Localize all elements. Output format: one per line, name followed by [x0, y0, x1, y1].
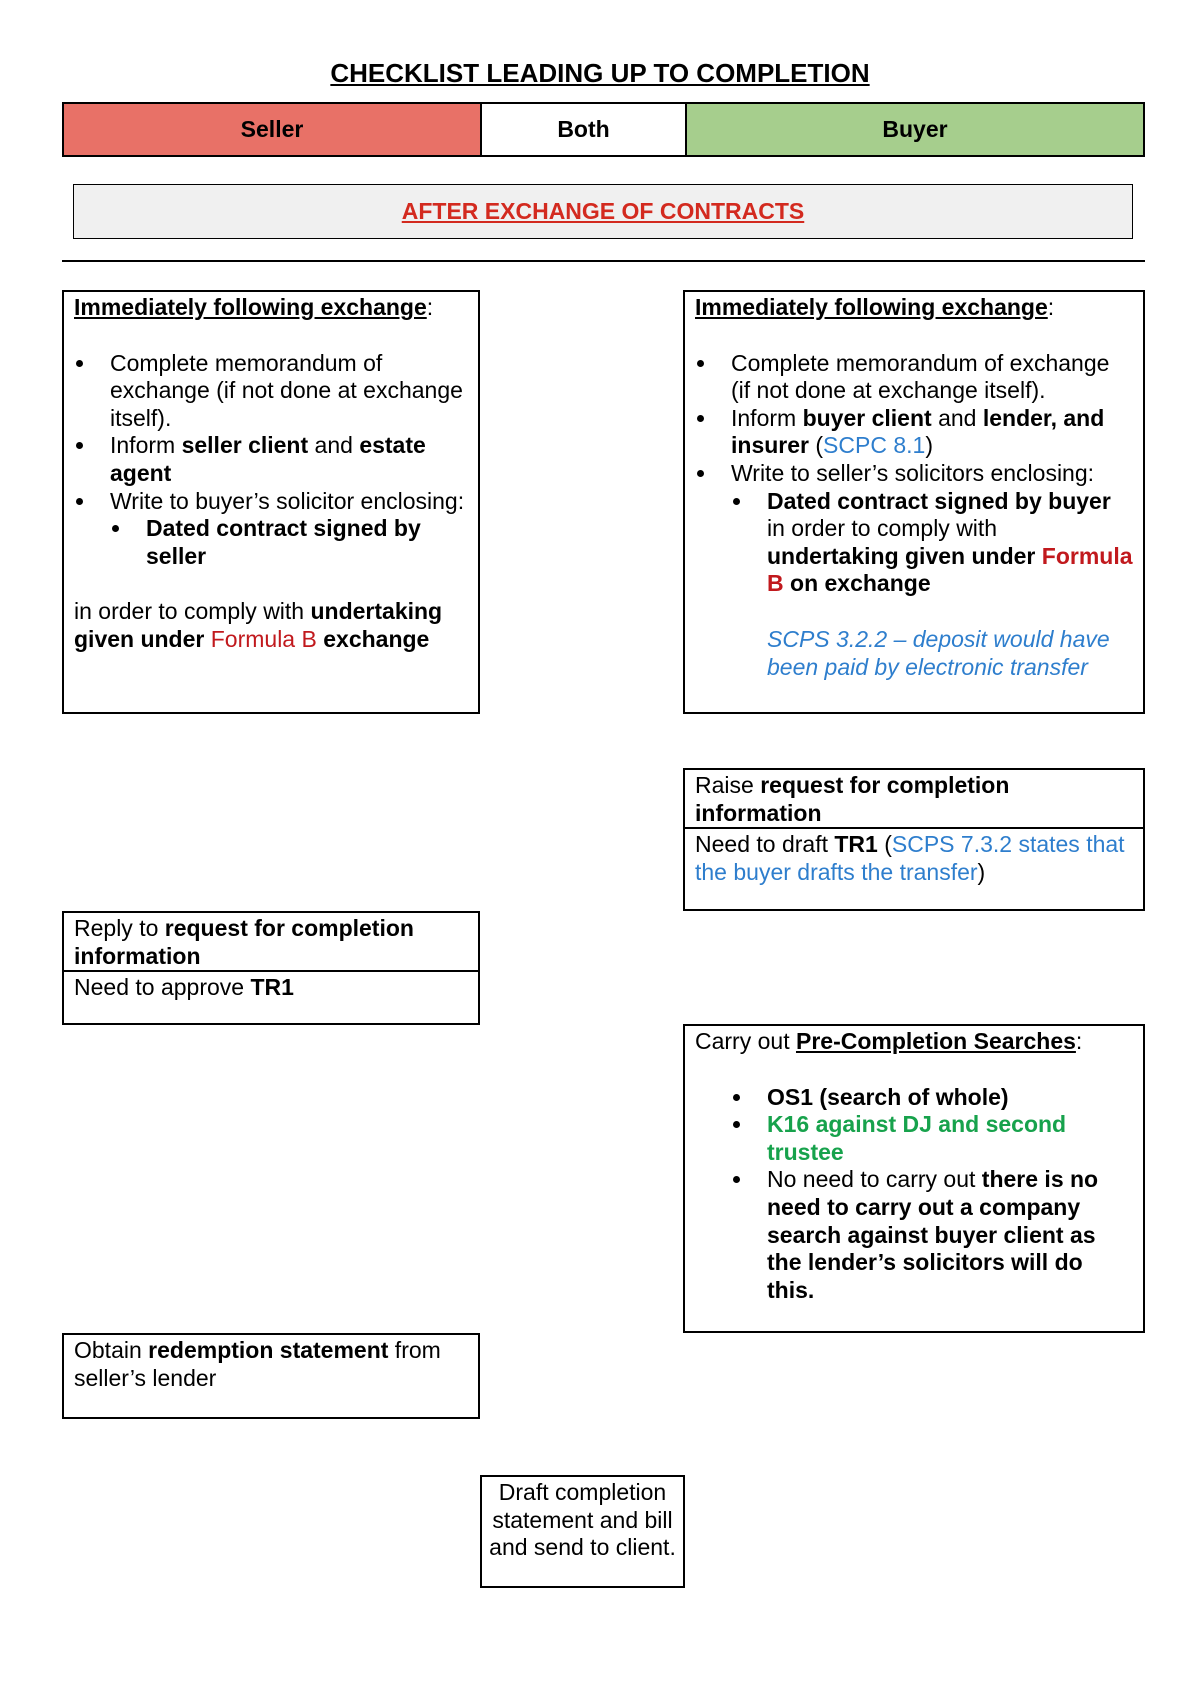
- page-title: CHECKLIST LEADING UP TO COMPLETION: [330, 58, 870, 88]
- seller-reply-bottom: [64, 972, 478, 1002]
- legend-both: Both: [482, 104, 687, 155]
- text-bold: on exchange: [783, 570, 931, 597]
- seller-exchange-list: [74, 350, 468, 571]
- list-item: Write to seller’s solicitors enclosing:: [695, 460, 1133, 488]
- text: ): [925, 432, 933, 459]
- text: Inform: [110, 432, 182, 459]
- redemption-box: [62, 1333, 480, 1419]
- text-bold: TR1: [250, 974, 294, 1001]
- text-bold: buyer client: [802, 404, 932, 431]
- buyer-request-box: [683, 768, 1145, 911]
- text-bold: request for completion information: [74, 915, 414, 969]
- seller-exchange-heading: Immediately following exchange: [74, 294, 427, 320]
- text-bold: redemption statement: [148, 1337, 389, 1363]
- text-bold: request for completion information: [695, 772, 1010, 826]
- list-item: Write to buyer’s solicitor enclosing:: [74, 488, 468, 516]
- divider: [62, 260, 1145, 262]
- seller-exchange-box: [62, 290, 480, 714]
- party-legend: [62, 102, 1145, 157]
- text: Reply to: [74, 915, 165, 941]
- buyer-exchange-sublist: [695, 488, 1133, 598]
- text-bold: OS1 (search of whole): [767, 1083, 1009, 1110]
- text-bold: undertaking given under: [767, 542, 1042, 569]
- searches-heading: Pre-Completion Searches: [795, 1028, 1076, 1054]
- text: Need to draft: [695, 831, 835, 858]
- buyer-exchange-box: [683, 290, 1145, 714]
- nested-list-wrapper: [74, 515, 468, 570]
- text-bold: estate agent: [110, 432, 426, 486]
- list-item: Complete memorandum of exchange (if not done at exchange itself).: [74, 350, 468, 433]
- buyer-exchange-list: [695, 350, 1133, 682]
- searches-box: [683, 1024, 1145, 1333]
- text-bold: undertaking given under: [74, 598, 443, 652]
- text-bold: TR1: [834, 831, 878, 858]
- legend-seller: Seller: [64, 104, 482, 155]
- text-bold: Dated contract signed by buyer: [767, 487, 1111, 514]
- scps-note: SCPS 3.2.2 – deposit would have been paid by electronic transfer: [767, 625, 1110, 680]
- formula-b: Formula B: [767, 542, 1133, 597]
- text: Carry out: [695, 1028, 796, 1054]
- list-item: [695, 405, 1133, 460]
- text-bold: seller client: [181, 432, 309, 459]
- seller-reply-top: [64, 913, 478, 972]
- heading-suffix: :: [426, 294, 434, 320]
- seller-exchange-heading-line: [74, 294, 468, 322]
- formula-b: Formula B: [210, 625, 317, 652]
- text: in order to comply with: [74, 598, 311, 625]
- buyer-exchange-heading: Immediately following exchange: [695, 294, 1048, 320]
- buyer-request-top: [685, 770, 1143, 829]
- list-item: [731, 1084, 1133, 1112]
- buyer-request-bottom: [685, 829, 1143, 886]
- nested-list-wrapper: [695, 488, 1133, 682]
- text: ): [977, 858, 986, 885]
- buyer-exchange-heading-line: [695, 294, 1133, 322]
- text: (: [877, 831, 892, 858]
- text-bold: there is no need to carry out a company search against buyer client as the lender’s solicitors will do this.: [767, 1166, 1099, 1303]
- list-item: Complete memorandum of exchange (if not done at exchange itself).: [695, 350, 1133, 405]
- text: Obtain: [74, 1337, 149, 1363]
- text: (: [808, 432, 824, 459]
- text: Inform: [731, 404, 803, 431]
- text-bold-green: K16 against DJ and second trustee: [767, 1111, 1067, 1165]
- section-banner: AFTER EXCHANGE OF CONTRACTS: [73, 184, 1133, 239]
- text-bold: lender, and insurer: [731, 404, 1105, 459]
- scpc-reference: SCPC 8.1: [823, 432, 926, 459]
- list-item: [731, 488, 1133, 598]
- text: Raise: [695, 772, 761, 798]
- searches-list: [731, 1084, 1133, 1305]
- seller-reply-box: [62, 911, 480, 1025]
- text: and: [931, 404, 983, 431]
- list-item: [731, 1111, 1133, 1166]
- searches-heading-line: [695, 1028, 1133, 1056]
- legend-buyer: Buyer: [687, 104, 1143, 155]
- text-bold: Dated contract signed by seller: [146, 515, 421, 569]
- text: No need to carry out: [767, 1166, 982, 1193]
- list-item: [110, 515, 468, 570]
- scps-reference: SCPS 7.3.2 states that the buyer drafts the transfer: [695, 831, 1125, 885]
- heading-suffix: :: [1075, 1028, 1083, 1054]
- text: in order to comply with: [767, 515, 998, 542]
- text: and: [308, 432, 360, 459]
- list-item: [731, 1166, 1133, 1304]
- list-item: [74, 432, 468, 487]
- seller-exchange-sublist: [74, 515, 468, 570]
- text-bold: exchange: [316, 625, 430, 652]
- completion-statement-box: Draft completion statement and bill and send to client.: [480, 1475, 685, 1588]
- text: Need to approve: [74, 974, 251, 1001]
- seller-exchange-tail: [74, 598, 468, 653]
- heading-suffix: :: [1047, 294, 1055, 320]
- text: from seller’s lender: [74, 1337, 441, 1391]
